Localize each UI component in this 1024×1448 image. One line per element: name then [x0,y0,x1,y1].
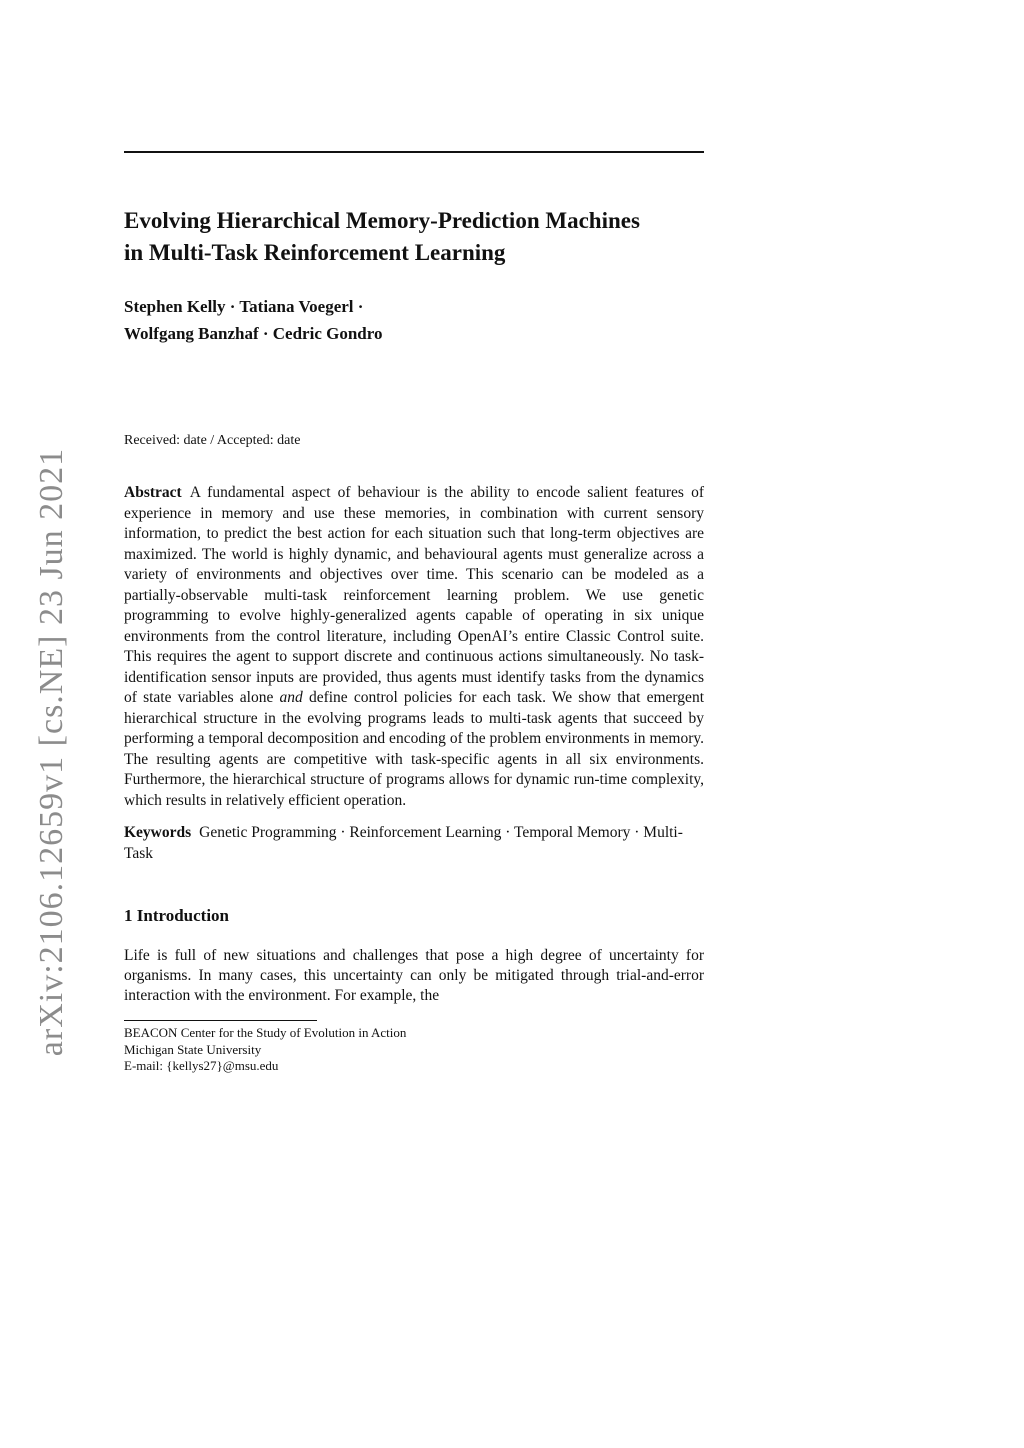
introduction-paragraph: Life is full of new situations and challenges that pose a high degree of uncertainty for organisms. In many cases, this uncertainty can only be mitigated through trial-and-error interaction with the environment. For example, the [124,947,704,1004]
title-line-2: in Multi-Task Reinforcement Learning [124,240,506,265]
title-line-1: Evolving Hierarchical Memory-Prediction Machines [124,208,640,233]
keywords-text: Genetic Programming · Reinforcement Learning · Temporal Memory · Multi-Task [124,824,683,862]
authors-line-2: Wolfgang Banzhaf · Cedric Gondro [124,324,383,343]
footnote-affiliation-line-1: BEACON Center for the Study of Evolution in Action [124,1025,407,1040]
content-column [124,151,704,1075]
abstract-label: Abstract [124,484,182,501]
page-title [124,205,704,269]
keywords [124,823,704,864]
abstract-text-part2: define control policies for each task. We show that emergent hierarchical structure in the evolving programs leads to multi-task agents that succeed by performing a temporal decomposition and encoding of the problem environments in memory. The resulting agents are competitive with task-specific agents in all six environments. Furthermore, the hierarchical structure of programs allows for dynamic run-time complexity, which results in relatively efficient operation. [124,689,704,809]
footnote-rule [124,1020,317,1021]
footnote-affiliation-line-2: Michigan State University [124,1041,262,1057]
authors-line-1: Stephen Kelly · Tatiana Voegerl · [124,297,364,316]
author-list [124,293,704,347]
abstract-text-part1: A fundamental aspect of behaviour is the ability to encode salient features of experience in memory and use these memories, in combination with current sensory information, to predict the best action for each situation such that long-term objectives are maximized. The world is highly dynamic, and behavioural agents must generalize across a variety of environments and objectives over time. This scenario can be modeled as a partially-observable multi-task reinforcement learning problem. We use genetic programming to evolve highly-generalized agents capable of operating in six unique environments from the control literature, including OpenAI’s entire Classic Control suite. This requires the agent to support discrete and continuous actions simultaneously. No task-identification sensor inputs are provided, thus agents must identify tasks from the dynamics of state variables alone [124,484,704,706]
abstract-italic-word: and [279,689,303,706]
keywords-label: Keywords [124,824,192,841]
abstract [124,483,704,811]
received-accepted-line: Received: date / Accepted: date [124,433,301,448]
footnote [124,1025,704,1075]
footnote-email-line: E-mail: {kellys27}@msu.edu [124,1058,279,1073]
arxiv-watermark: arXiv:2106.12659v1 [cs.NE] 23 Jun 2021 [33,447,70,1057]
header-rule [124,151,704,153]
section-heading-introduction: 1 Introduction [124,906,230,925]
